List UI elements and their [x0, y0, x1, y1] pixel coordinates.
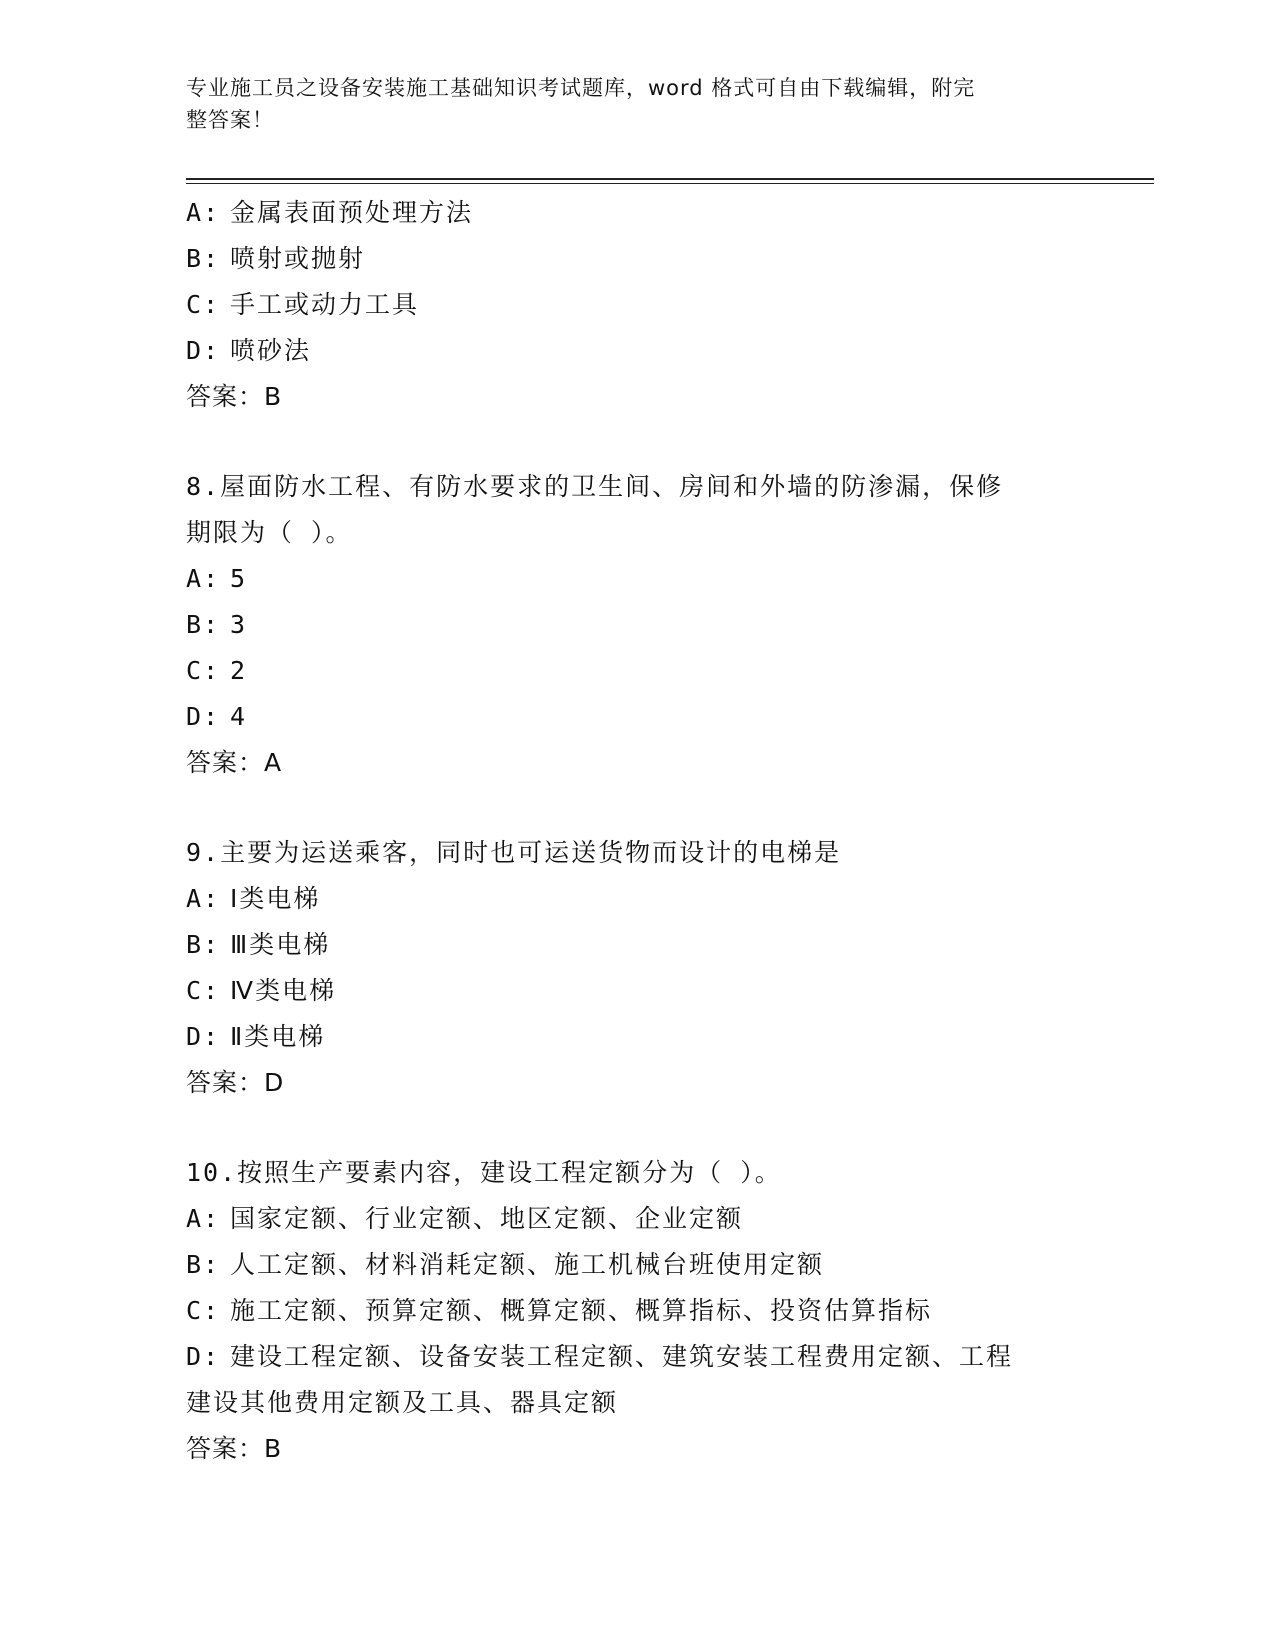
option-letter: A: — [186, 198, 221, 227]
option-c — [186, 282, 1086, 328]
option-text: 喷砂法 — [230, 336, 312, 365]
option-d — [186, 694, 1086, 740]
option-letter: A: — [186, 1204, 221, 1233]
option-b — [186, 1242, 1086, 1288]
option-c — [186, 1288, 1086, 1334]
answer-line: 答案：D — [186, 1068, 285, 1097]
option-text: 2 — [230, 656, 248, 685]
question-7 — [186, 190, 1086, 420]
option-letter: C: — [186, 290, 221, 319]
question-stem-line-1: 9.主要为运送乘客，同时也可运送货物而设计的电梯是 — [186, 838, 842, 867]
option-a — [186, 190, 1086, 236]
question-10 — [186, 1150, 1086, 1472]
option-letter: C: — [186, 1296, 221, 1325]
option-text: 国家定额、行业定额、地区定额、企业定额 — [230, 1204, 744, 1233]
option-letter: D: — [186, 702, 221, 731]
question-9 — [186, 830, 1086, 1106]
option-letter: C: — [186, 976, 221, 1005]
option-text: 喷射或抛射 — [230, 244, 366, 273]
option-d — [186, 1334, 1086, 1380]
answer-line: 答案：B — [186, 1434, 283, 1463]
answer-line: 答案：A — [186, 748, 283, 777]
option-text: 5 — [230, 564, 248, 593]
option-a — [186, 556, 1086, 602]
option-letter: D: — [186, 1342, 221, 1371]
answer-line: 答案：B — [186, 382, 283, 411]
spacer — [186, 420, 1086, 464]
option-b — [186, 602, 1086, 648]
option-text: Ⅱ类电梯 — [230, 1022, 326, 1051]
option-text: Ⅳ类电梯 — [230, 976, 337, 1005]
option-text: 建设工程定额、设备安装工程定额、建筑安装工程费用定额、工程 — [230, 1342, 1014, 1371]
question-stem-line-1: 8.屋面防水工程、有防水要求的卫生间、房间和外墙的防渗漏，保修 — [186, 472, 1004, 501]
option-c — [186, 968, 1086, 1014]
option-text: Ⅰ类电梯 — [230, 884, 321, 913]
option-letter: B: — [186, 610, 221, 639]
document-header — [186, 72, 1066, 136]
option-text: 施工定额、预算定额、概算定额、概算指标、投资估算指标 — [230, 1296, 933, 1325]
header-line-2: 整答案！ — [186, 108, 274, 132]
header-divider-thick — [186, 178, 1154, 180]
question-list — [186, 190, 1086, 1472]
spacer — [186, 786, 1086, 830]
option-b — [186, 236, 1086, 282]
option-d — [186, 328, 1086, 374]
option-text: Ⅲ类电梯 — [230, 930, 331, 959]
option-text: 人工定额、材料消耗定额、施工机械台班使用定额 — [230, 1250, 825, 1279]
option-text: 手工或动力工具 — [230, 290, 420, 319]
question-8 — [186, 464, 1086, 786]
option-text: 3 — [230, 610, 248, 639]
option-b — [186, 922, 1086, 968]
option-d — [186, 1014, 1086, 1060]
option-letter: A: — [186, 884, 221, 913]
option-letter: B: — [186, 244, 221, 273]
option-letter: C: — [186, 656, 221, 685]
option-text: 4 — [230, 702, 248, 731]
option-letter: A: — [186, 564, 221, 593]
spacer — [186, 1106, 1086, 1150]
question-stem-line-1: 10.按照生产要素内容，建设工程定额分为（ ）。 — [186, 1158, 782, 1187]
option-letter: B: — [186, 1250, 221, 1279]
header-line-1: 专业施工员之设备安装施工基础知识考试题库，word 格式可自由下载编辑，附完 — [186, 76, 976, 100]
option-text: 金属表面预处理方法 — [230, 198, 474, 227]
option-a — [186, 876, 1086, 922]
option-letter: D: — [186, 336, 221, 365]
option-a — [186, 1196, 1086, 1242]
header-divider-thin — [186, 183, 1154, 184]
option-letter: D: — [186, 1022, 221, 1051]
option-c — [186, 648, 1086, 694]
question-stem-line-2: 期限为（ ）。 — [186, 518, 353, 547]
option-d-continuation: 建设其他费用定额及工具、器具定额 — [186, 1388, 619, 1417]
option-letter: B: — [186, 930, 221, 959]
